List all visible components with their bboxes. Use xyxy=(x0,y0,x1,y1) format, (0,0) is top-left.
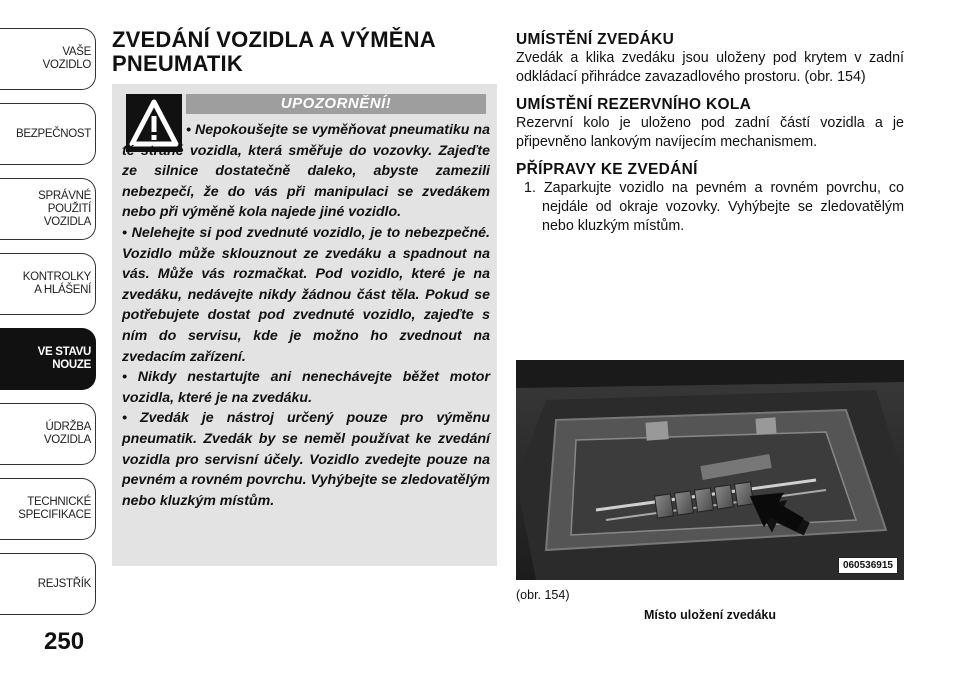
tab-technicke-specifikace[interactable] xyxy=(0,478,96,540)
page-title: ZVEDÁNÍ VOZIDLA A VÝMĚNA PNEUMATIK xyxy=(112,27,435,76)
section-text-spare-location: Rezervní kolo je uloženo pod zadní částí vozidla a je připevněno lankovým navíjecím mechanismem. xyxy=(516,115,904,150)
tab-label: ÚDRŽBA VOZIDLA xyxy=(43,421,91,446)
warning-header: UPOZORNĚNÍ! xyxy=(186,94,486,114)
tab-kontrolky[interactable] xyxy=(0,253,96,315)
figure-caption: Místo uložení zvedáku xyxy=(644,608,776,622)
tab-spravne-pouziti[interactable] xyxy=(0,178,96,240)
tab-label: KONTROLKY A HLÁŠENÍ xyxy=(22,271,91,296)
warning-paragraph: • Nepokoušejte se vyměňovat pneumatiku na té straně vozidla, která směřuje do vozovky. Zajeďte ze silnice dostatečně daleko, abyste zamezili nebezpečí, že do vás při manipulaci se zvedákem nebo při výměně kola najede jiné vozidlo. xyxy=(122,122,490,221)
tab-label: REJSTŘÍK xyxy=(37,577,91,590)
section-heading-jack-location: UMÍSTĚNÍ ZVEDÁKU xyxy=(516,31,675,48)
tab-label: TECHNICKÉ SPECIFIKACE xyxy=(18,496,91,521)
section-heading-spare-location: UMÍSTĚNÍ REZERVNÍHO KOLA xyxy=(516,96,752,113)
tab-label: BEZPEČNOST xyxy=(16,127,91,140)
warning-paragraph: • Nelehejte si pod zvednuté vozidlo, je to nebezpečné. Vozidlo může sklouznout ze zvedáku a spadnout na vás. Může vás rozmačkat. Pod vozidlo, které je na zvedáku, nedávejte nikdy žádnou část těla. Pokud se potřebujete dostat pod zvednuté vozidlo, zajeďte s ním do servisu, kde je možno ho zvednout na zvedacím zařízení. xyxy=(122,224,490,365)
tab-label: VAŠE VOZIDLO xyxy=(42,46,91,71)
tab-rejstrik[interactable] xyxy=(0,553,96,615)
figure-reference: (obr. 154) xyxy=(516,588,570,602)
right-column xyxy=(516,30,904,236)
tab-udrzba[interactable] xyxy=(0,403,96,465)
preparation-list xyxy=(516,179,904,236)
jack-location-photo xyxy=(516,360,904,580)
warning-paragraph: • Nikdy nestartujte ani nenechávejte běžet motor vozidla, které je na zvedáku. xyxy=(122,369,490,406)
warning-text xyxy=(122,120,490,511)
warning-paragraph: • Zvedák je nástroj určený pouze pro výměnu pneumatik. Zvedák by se neměl používat ke zvedání vozidla pro servisní účely. Vozidlo zvedejte pouze na pevném a rovném povrchu. Vyhýbejte se zledovatělým nebo kluzkým místům. xyxy=(122,410,490,509)
list-item: 1. Zaparkujte vozidlo na pevném a rovném povrchu, co nejdále od okraje vozovky. Vyhýbejte se zledovatělým nebo kluzkým místům. xyxy=(524,180,904,234)
figure-code: 060536915 xyxy=(838,557,898,574)
warning-box xyxy=(112,84,497,566)
tab-label: VE STAVU NOUZE xyxy=(37,346,91,371)
section-heading-preparation: PŘÍPRAVY KE ZVEDÁNÍ xyxy=(516,161,698,178)
tab-label: SPRÁVNÉ POUŽITÍ VOZIDLA xyxy=(38,189,91,228)
tab-ve-stavu-nouze[interactable] xyxy=(0,328,96,390)
tab-bezpecnost[interactable] xyxy=(0,103,96,165)
page-number: 250 xyxy=(44,628,85,655)
tab-vase-vozidlo[interactable] xyxy=(0,28,96,90)
section-text-jack-location: Zvedák a klika zvedáku jsou uloženy pod krytem v zadní odkládací přihrádce zavazadlového prostoru. (obr. 154) xyxy=(516,50,904,85)
